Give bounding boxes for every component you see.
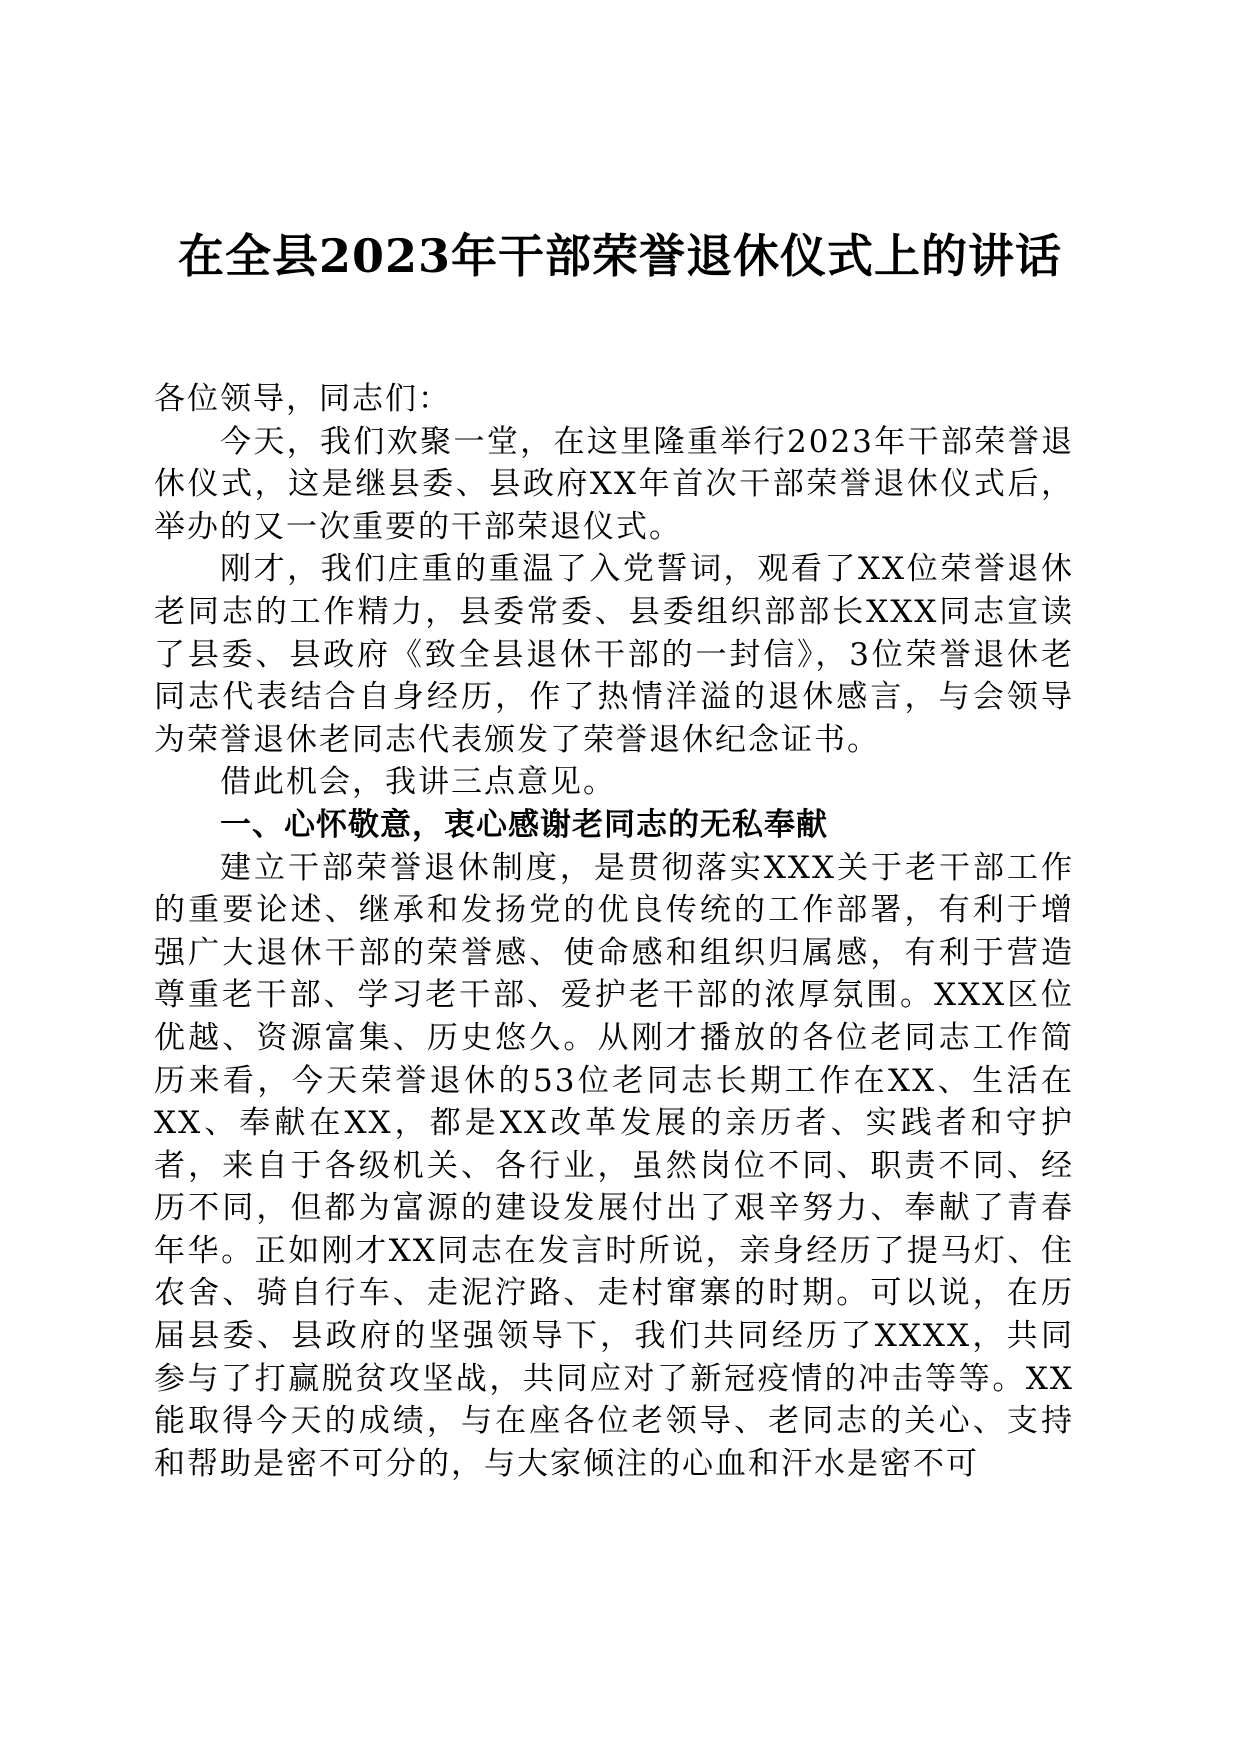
paragraph-gratitude: 建立干部荣誉退休制度，是贯彻落实XXX关于老干部工作的重要论述、继承和发扬党的优良传统的工作部署，有利于增强广大退休干部的荣誉感、使命感和组织归属感，有利于营造尊重老干部、学习老干部、爱护老干部的浓厚氛围。XXX区位优越、资源富集、历史悠久。从刚才播放的各位老同志工作简历来看，今天荣誉退休的53位老同志长期工作在XX、生活在XX、奉献在XX，都是XX改革发展的亲历者、实践者和守护者，来自于各级机关、各行业，虽然岗位不同、职责不同、经历不同，但都为富源的建设发展付出了艰辛努力、奉献了青春年华。正如刚才XX同志在发言时所说，亲身经历了提马灯、住农舍、骑自行车、走泥泞路、走村窜寨的时期。可以说，在历届县委、县政府的坚强领导下，我们共同经历了XXXX，共同参与了打赢脱贫攻坚战，共同应对了新冠疫情的冲击等等。XX能取得今天的成绩，与在座各位老领导、老同志的关心、支持和帮助是密不可分的，与大家倾注的心血和汗水是密不可 <box>154 849 1074 1482</box>
salutation: 各位领导，同志们： <box>154 381 451 417</box>
section-heading: 一、心怀敬意，衷心感谢老同志的无私奉献 <box>220 806 828 843</box>
paragraph-ceremony-recap: 刚才，我们庄重的重温了入党誓词，观看了XX位荣誉退休老同志的工作精力，县委常委、县委组织部部长XXX同志宣读了县委、县政府《致全县退休干部的一封信》，3位荣誉退休老同志代表结合自身经历，作了热情洋溢的退休感言，与会领导为荣誉退休老同志代表颁发了荣誉退休纪念证书。 <box>154 551 1074 758</box>
paragraph-opening: 今天，我们欢聚一堂，在这里隆重举行2023年干部荣誉退休仪式，这是继县委、县政府XX年首次干部荣誉退休仪式后，举办的又一次重要的干部荣退仪式。 <box>154 423 1074 545</box>
document-title: 在全县2023年干部荣誉退休仪式上的讲话 <box>177 229 1063 283</box>
document-body <box>154 378 1074 1485</box>
paragraph-three-points: 借此机会，我讲三点意见。 <box>220 764 616 801</box>
